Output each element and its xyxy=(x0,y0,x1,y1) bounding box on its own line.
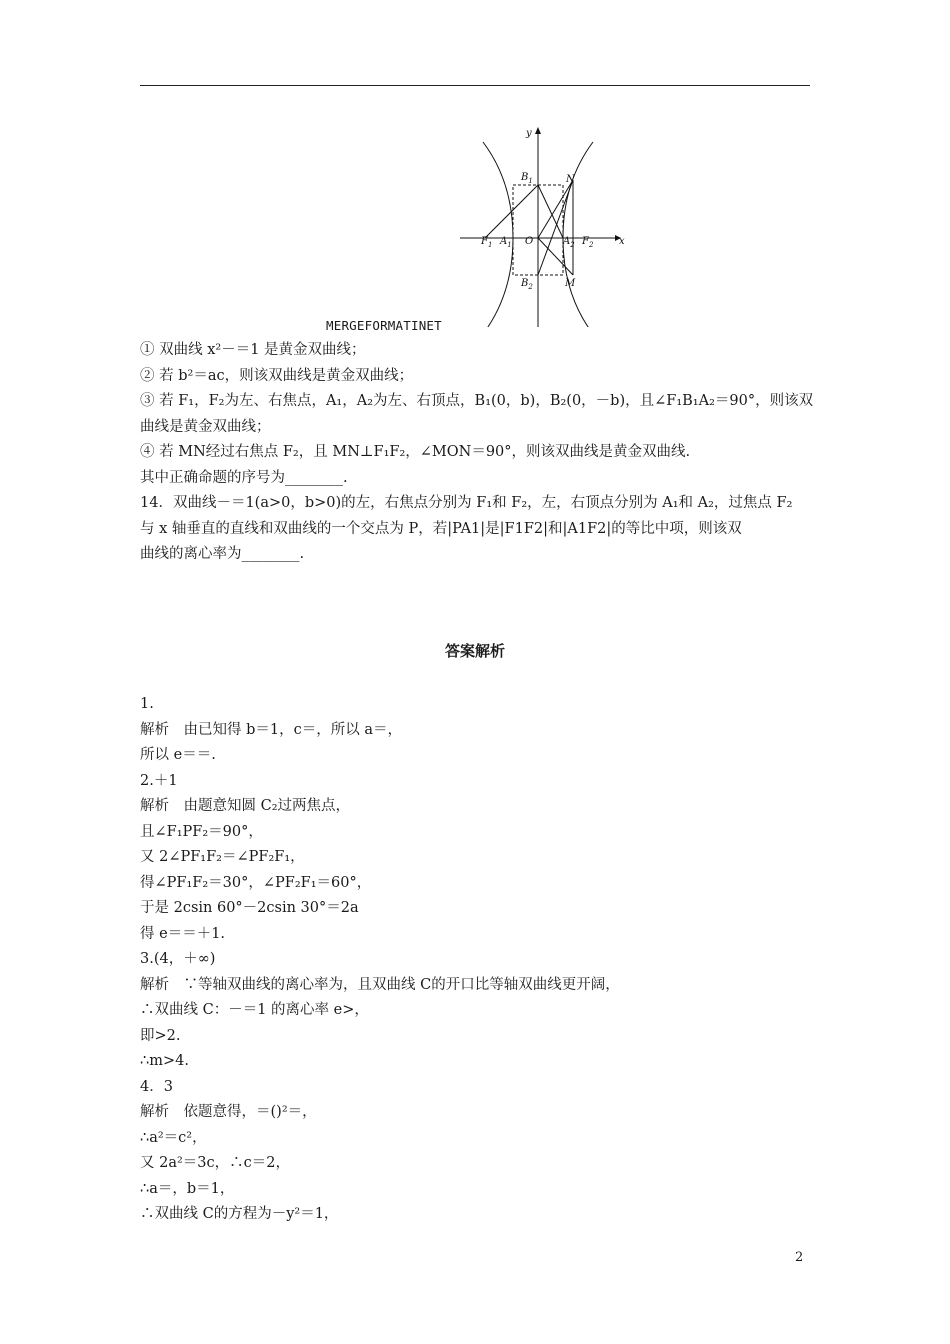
answer-line: 所以 e＝＝. xyxy=(140,747,216,763)
question-line: 其中正确命题的序号为________. xyxy=(140,469,348,486)
header-rule xyxy=(140,85,810,86)
label-o: O xyxy=(525,236,534,247)
answer-line: ∴双曲线 C：－＝1 的离心率 e>， xyxy=(140,1002,369,1018)
hyperbola-figure xyxy=(455,122,630,327)
answer-line: 解析 由题意知圆 C₂过两焦点， xyxy=(140,798,351,814)
answer-line: 又 2∠PF₁F₂＝∠PF₂F₁， xyxy=(140,849,305,865)
answer-line: 于是 2csin 60°－2csin 30°＝2a xyxy=(140,900,359,916)
answer-line: 又 2a²＝3c，∴c＝2， xyxy=(140,1155,290,1171)
label-b2: $B_2$ xyxy=(521,278,533,291)
y-axis-arrow xyxy=(535,127,541,134)
answer-line: ∴双曲线 C的方程为－y²＝1， xyxy=(140,1206,339,1222)
answer-line: 2.＋1 xyxy=(140,772,178,789)
figure-caption: MERGEFORMATINET xyxy=(326,318,442,333)
answer-line: 解析 依题意得，＝()²＝， xyxy=(140,1104,317,1120)
label-x: x xyxy=(619,236,625,247)
line-o-n xyxy=(538,180,573,238)
answer-line: 解析 由已知得 b＝1，c＝，所以 a＝， xyxy=(140,721,402,738)
question-block xyxy=(140,338,820,568)
label-n: N xyxy=(566,174,575,185)
answer-line: 4．3 xyxy=(140,1078,173,1095)
line-f1-b1 xyxy=(485,185,538,238)
answer-line: 得∠PF₁F₂＝30°，∠PF₂F₁＝60°， xyxy=(140,874,372,891)
question-line: 14．双曲线－＝1(a>0，b>0)的左，右焦点分别为 F₁和 F₂，左，右顶点分别为 A₁和 A₂，过焦点 F₂ xyxy=(140,495,793,511)
question-line: 曲线是黄金双曲线； xyxy=(140,418,271,435)
answer-line: ∴a²＝c²， xyxy=(140,1129,207,1146)
answer-line: 得 e＝＝＋1. xyxy=(140,925,226,942)
label-y: y xyxy=(526,128,532,139)
question-line: ① 双曲线 x²－＝1 是黄金双曲线； xyxy=(140,342,366,358)
label-a1: $A_1$ xyxy=(500,236,512,249)
question-line: ④ 若 MN经过右焦点 F₂，且 MN⊥F₁F₂，∠MON＝90°，则该双曲线是黄金双曲线. xyxy=(140,444,691,460)
label-m: M xyxy=(565,278,576,289)
answer-line: 3.(4，＋∞) xyxy=(140,951,216,967)
answer-line: 且∠F₁PF₂＝90°， xyxy=(140,823,263,840)
page-number: 2 xyxy=(795,1250,804,1265)
label-a2: $A_2$ xyxy=(563,236,575,249)
answer-line: ∴a＝，b＝1， xyxy=(140,1180,235,1197)
question-line: 曲线的离心率为________. xyxy=(140,546,305,562)
answer-line: 1. xyxy=(140,696,154,712)
right-branch xyxy=(563,142,593,327)
line-b1-a2 xyxy=(538,185,563,238)
label-b1: $B_1$ xyxy=(521,172,533,185)
answer-line: 解析 ∵等轴双曲线的离心率为，且双曲线 C的开口比等轴双曲线更开阔， xyxy=(140,976,620,993)
hyperbola-diagram xyxy=(455,122,630,327)
question-line: ② 若 b²＝ac，则该双曲线是黄金双曲线； xyxy=(140,367,414,384)
label-f2: $F_2$ xyxy=(582,236,594,249)
answers-title: 答案解析 xyxy=(444,642,505,660)
answer-line: 即>2. xyxy=(140,1027,181,1044)
line-b2-n xyxy=(538,180,573,275)
answer-block xyxy=(140,692,820,1228)
question-line: 与 x 轴垂直的直线和双曲线的一个交点为 P，若|PA1|是|F1F2|和|A1F2|的等比中项，则该双 xyxy=(140,520,742,537)
label-f1: $F_1$ xyxy=(481,236,493,249)
question-line: ③ 若 F₁，F₂为左、右焦点，A₁，A₂为左、右顶点，B₁(0，b)，B₂(0，－b)，且∠F₁B₁A₂＝90°，则该双 xyxy=(140,393,814,409)
left-branch xyxy=(483,142,513,327)
answer-line: ∴m>4. xyxy=(140,1053,189,1069)
